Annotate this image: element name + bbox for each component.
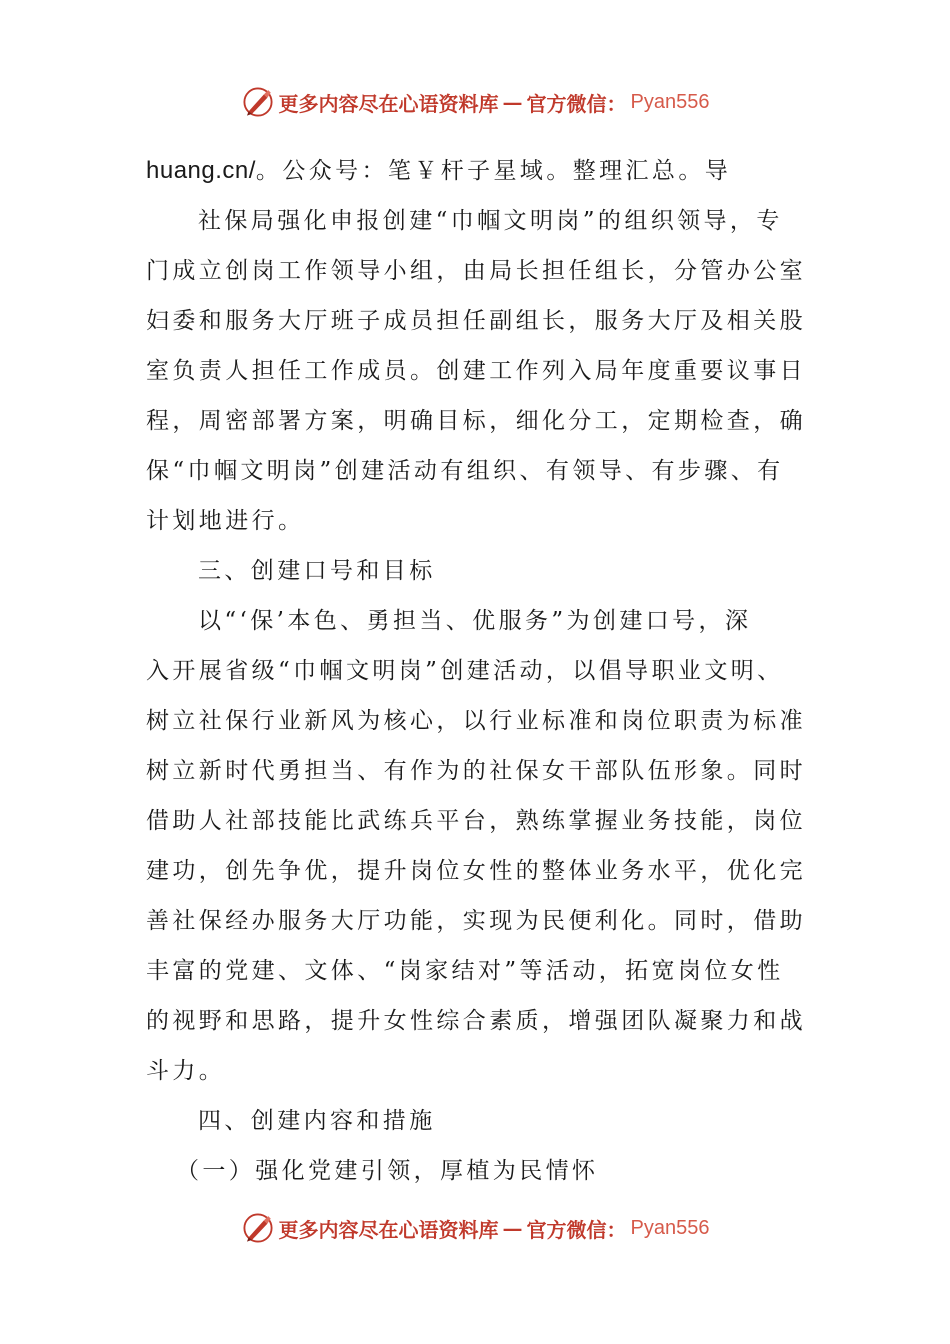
text-line: 丰富的党建、文体、“岗家结对”等活动，拓宽岗位女性 bbox=[146, 958, 784, 984]
text-line: 入开展省级“巾帼文明岗”创建活动，以倡导职业文明、 bbox=[146, 658, 784, 684]
text-line: 门成立创岗工作领导小组，由局长担任组长，分管办公室 bbox=[146, 258, 806, 284]
paragraph-start: 社保局强化申报创建“巾帼文明岗”的组织领导，专 bbox=[198, 208, 783, 234]
text-line: 妇委和服务大厅班子成员担任副组长，服务大厅及相关股 bbox=[146, 308, 806, 334]
banner-title: 更多内容尽在心语资料库 bbox=[278, 91, 499, 116]
text-line: 树立社保行业新风为核心，以行业标准和岗位职责为标准 bbox=[146, 708, 806, 734]
document-body bbox=[146, 146, 806, 1196]
header-banner bbox=[0, 80, 950, 124]
text-line: 计划地进行。 bbox=[146, 508, 305, 534]
footer-banner bbox=[0, 1206, 950, 1250]
banner-content bbox=[241, 1211, 710, 1245]
banner-wechat-id: Pyan556 bbox=[630, 90, 710, 113]
text-line: 保“巾帼文明岗”创建活动有组织、有领导、有步骤、有 bbox=[146, 458, 784, 484]
banner-content bbox=[241, 85, 710, 119]
text-line: 斗力。 bbox=[146, 1058, 226, 1084]
section-heading: 四、创建内容和措施 bbox=[198, 1108, 436, 1134]
text-line: 程，周密部署方案，明确目标，细化分工，定期检查，确 bbox=[146, 408, 806, 434]
text-line bbox=[146, 146, 806, 196]
text-line: 善社保经办服务大厅功能，实现为民便利化。同时，借助 bbox=[146, 908, 806, 934]
text-line-rest: 。公众号：笔￥杆子星域。整理汇总。导 bbox=[255, 158, 732, 184]
section-heading: 三、创建口号和目标 bbox=[198, 558, 436, 584]
text-line: 建功，创先争优，提升岗位女性的整体业务水平，优化完 bbox=[146, 858, 806, 884]
banner-official-label: 官方微信： bbox=[526, 91, 627, 116]
text-line: 借助人社部技能比武练兵平台，熟练掌握业务技能，岗位 bbox=[146, 808, 806, 834]
banner-title: 更多内容尽在心语资料库 bbox=[278, 1217, 499, 1242]
url-fragment: huang.cn/ bbox=[146, 157, 256, 184]
text-line: 的视野和思路，提升女性综合素质，增强团队凝聚力和战 bbox=[146, 1008, 806, 1034]
pen-logo-icon bbox=[241, 1211, 275, 1245]
text-line: 树立新时代勇担当、有作为的社保女干部队伍形象。同时 bbox=[146, 758, 806, 784]
subsection-heading: （一）强化党建引领，厚植为民情怀 bbox=[176, 1158, 599, 1184]
paragraph-start: 以“‘保’本色、勇担当、优服务”为创建口号，深 bbox=[198, 608, 752, 634]
banner-official-label: 官方微信： bbox=[526, 1217, 627, 1242]
banner-dash: — bbox=[502, 90, 523, 114]
text-line: 室负责人担任工作成员。创建工作列入局年度重要议事日 bbox=[146, 358, 806, 384]
banner-dash: — bbox=[502, 1216, 523, 1240]
banner-wechat-id: Pyan556 bbox=[630, 1216, 710, 1239]
pen-logo-icon bbox=[241, 85, 275, 119]
